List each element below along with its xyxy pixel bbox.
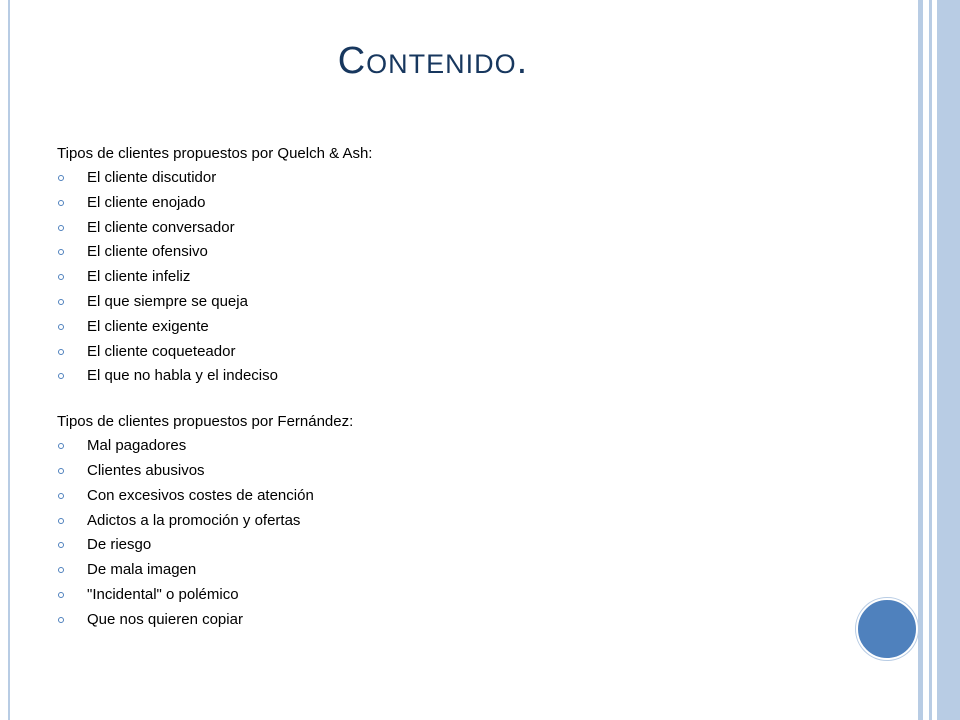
list-item-text: Clientes abusivos [87, 461, 205, 479]
list-item-text: El cliente coqueteador [87, 342, 236, 360]
bullet-icon [58, 468, 64, 474]
list-item [57, 340, 837, 365]
right-decor-stripe-thin [929, 0, 932, 720]
bullet-icon [58, 299, 64, 305]
bullet-icon [58, 274, 64, 280]
list-item-text: El cliente infeliz [87, 268, 191, 286]
bullet-icon [58, 373, 64, 379]
section-heading-quelch-ash: Tipos de clientes propuestos por Quelch & Ash: [57, 145, 373, 162]
bullet-icon [58, 225, 64, 231]
section-heading-fernandez: Tipos de clientes propuestos por Fernández: [57, 413, 354, 431]
bullet-icon [58, 567, 64, 573]
list-item-text: De riesgo [87, 536, 152, 554]
list-item [57, 434, 837, 459]
list-item-text: El cliente exigente [87, 317, 209, 335]
list-item-text: El que siempre se queja [87, 292, 248, 310]
list-item-text: El cliente enojado [87, 193, 206, 211]
list-item [57, 191, 837, 216]
list-item [57, 240, 837, 265]
bullet-icon [58, 493, 64, 499]
list-item [57, 216, 837, 241]
bullet-icon [58, 518, 64, 524]
slide-title: Contenido. [337, 40, 529, 82]
left-border-line [8, 0, 10, 720]
bullet-icon [58, 349, 64, 355]
list-item [57, 265, 837, 290]
list-item-text: El que no habla y el indeciso [87, 367, 278, 385]
list-item-text: "Incidental" o polémico [87, 585, 239, 603]
list-item [57, 558, 837, 583]
bullet-icon [58, 200, 64, 206]
list-item-text: El cliente discutidor [87, 169, 217, 186]
list-fernandez [57, 434, 837, 632]
bullet-icon [58, 542, 64, 548]
right-decor-stripe [918, 0, 923, 720]
decor-circle [856, 598, 918, 660]
bullet-icon [58, 249, 64, 255]
list-item [57, 459, 837, 484]
list-item-text: El cliente conversador [87, 218, 235, 236]
list-item [57, 166, 837, 191]
bullet-icon [58, 617, 64, 623]
bullet-icon [58, 592, 64, 598]
list-item-text: Mal pagadores [87, 437, 187, 455]
list-item [57, 290, 837, 315]
list-item-text: El cliente ofensivo [87, 243, 208, 261]
bullet-icon [58, 443, 64, 449]
section-spacer [57, 389, 837, 410]
list-item [57, 364, 837, 389]
list-item [57, 509, 837, 534]
list-item-text: Que nos quieren copiar [87, 610, 243, 628]
list-item-text: De mala imagen [87, 561, 197, 579]
list-item [57, 608, 837, 633]
list-item-text: Adictos a la promoción y ofertas [87, 511, 301, 529]
list-item [57, 315, 837, 340]
list-item [57, 583, 837, 608]
bullet-icon [58, 175, 64, 181]
list-item [57, 484, 837, 509]
right-decor-band [937, 0, 960, 720]
list-item-text: Con excesivos costes de atención [87, 486, 314, 504]
list-item [57, 533, 837, 558]
list-quelch-ash [57, 166, 837, 389]
slide-content [57, 142, 837, 633]
bullet-icon [58, 324, 64, 330]
